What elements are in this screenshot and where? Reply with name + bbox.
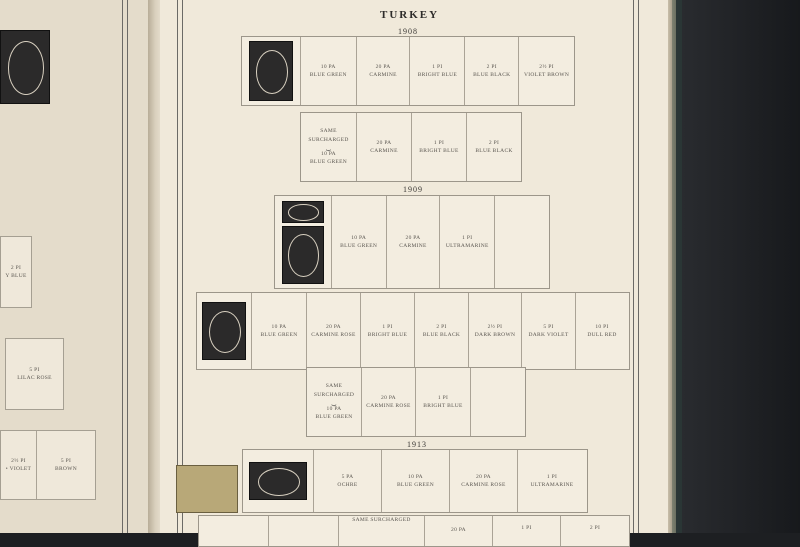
cell — [357, 113, 412, 181]
year-1913: 1913 — [407, 440, 427, 449]
left-box-1-color: Y BLUE — [5, 273, 27, 279]
cell — [357, 37, 411, 105]
cell-text: BRIGHT BLUE — [419, 148, 459, 154]
cell-text: 1 PI — [462, 234, 473, 241]
cell — [576, 293, 628, 369]
row-1913-partial — [198, 515, 630, 547]
left-box-2-color: LILAC ROSE — [17, 375, 52, 381]
stamp-cell — [275, 196, 332, 288]
cell — [469, 293, 522, 369]
cell-text: 2 PI — [589, 525, 601, 531]
cell-text: 5 PI — [543, 323, 554, 330]
cell-text: CARMINE ROSE — [366, 403, 411, 409]
cell — [199, 516, 269, 546]
cell — [425, 516, 493, 546]
cell-text: DARK BROWN — [474, 332, 516, 338]
cell-text: 20 PA — [381, 394, 396, 401]
cell-text: 20 PA — [476, 473, 491, 480]
cell-text: 10 PA — [321, 151, 336, 158]
cell — [440, 196, 495, 288]
cell-text: 10 PA — [271, 323, 287, 330]
cell — [561, 516, 629, 546]
cell-text: 10 PA — [351, 234, 367, 241]
cell-text: BLUE BLACK — [473, 72, 511, 78]
cell-text: BLUE GREEN — [396, 482, 435, 488]
cell-text: OCHRE — [337, 482, 358, 488]
cell — [382, 450, 450, 512]
left-border-line — [122, 0, 123, 533]
cell-text: 10 PA — [326, 406, 342, 413]
left-box-2-value: 5 PI — [29, 366, 40, 373]
stamp-cell — [197, 293, 252, 369]
stamp-1909b-image — [202, 302, 246, 360]
cell — [269, 516, 339, 546]
cell — [465, 37, 519, 105]
cell-text: VIOLET BROWN — [523, 72, 570, 78]
cell — [519, 37, 574, 105]
cell — [495, 196, 549, 288]
cell-text: CARMINE ROSE — [461, 482, 506, 488]
cell-text: 1 PI — [432, 63, 443, 70]
cell-text: DARK VIOLET — [528, 332, 569, 338]
cell-text: 2½ PI — [539, 63, 554, 70]
cell — [450, 450, 518, 512]
row-1909-second — [196, 292, 630, 370]
stamp-1908-image — [249, 41, 293, 101]
cell-text: BLUE GREEN — [260, 332, 298, 338]
cell — [339, 516, 425, 546]
cell-text: 10 PA — [408, 473, 423, 480]
cell-text: 20 PA — [405, 234, 421, 241]
cell-text: BLUE BLACK — [475, 148, 513, 154]
left-box-4-value: 5 PI — [60, 457, 72, 464]
left-box-1 — [0, 236, 32, 308]
cell — [416, 368, 471, 436]
cell — [361, 293, 415, 369]
row-1909-surcharged — [306, 367, 526, 437]
cell-text: 2½ PI — [487, 323, 503, 330]
left-box-2 — [5, 338, 64, 410]
cell-text: 10 PA — [320, 63, 336, 70]
cell-text: 1 PI — [546, 473, 558, 480]
cell — [362, 368, 416, 436]
cell-text: 20 PA — [451, 527, 466, 533]
year-1909: 1909 — [403, 185, 423, 194]
cell-text: BLUE GREEN — [309, 159, 348, 166]
cell — [387, 196, 441, 288]
left-box-1-value: 2 PI — [10, 264, 22, 271]
right-margin-line-inner — [638, 0, 639, 533]
cell — [412, 113, 467, 181]
cell-text: BRIGHT BLUE — [423, 403, 463, 409]
cell-text: 2 PI — [486, 63, 497, 70]
row-1913-main — [242, 449, 588, 513]
cell-text: BLUE BLACK — [422, 332, 461, 338]
left-box-4-color: BROWN — [55, 466, 77, 472]
year-1908: 1908 — [398, 27, 418, 36]
row-1908-main — [241, 36, 575, 106]
cell-text: 20 PA — [326, 323, 341, 330]
cell — [467, 113, 521, 181]
cell — [252, 293, 307, 369]
cell-text: 1 PI — [437, 394, 449, 401]
cell — [307, 293, 361, 369]
cell-text: SAME SURCHARGED — [313, 383, 355, 398]
row-1908-surcharged — [300, 112, 522, 182]
cell — [518, 450, 586, 512]
cell — [471, 368, 525, 436]
cell-text: CARMINE ROSE — [311, 332, 356, 338]
cell-text: 1 PI — [382, 323, 393, 330]
cell-text: ULTRAMARINE — [445, 243, 489, 249]
left-stamp-image — [0, 30, 50, 104]
row-1909-main — [274, 195, 550, 289]
cell-text: 5 PA — [341, 473, 354, 480]
left-box-3 — [0, 430, 96, 500]
cell-text: 2 PI — [436, 323, 447, 330]
stamp-1909-small-image — [282, 201, 324, 223]
cell-text: 10 PI — [595, 323, 609, 330]
book-cover-edge — [672, 0, 682, 533]
cell-text: 1 PI — [521, 525, 532, 531]
cell-text: DULL RED — [587, 332, 617, 338]
stamp-1909-image — [282, 226, 324, 284]
cell-text: CARMINE — [399, 243, 427, 249]
cell-text: BRIGHT BLUE — [367, 332, 408, 338]
cell — [301, 37, 357, 105]
right-border-line-inner — [182, 0, 183, 533]
cell: SAME SURCHARGED ⏟ 10 PA BLUE GREEN — [301, 113, 357, 181]
cell-text: CARMINE — [370, 148, 398, 154]
cell — [332, 196, 387, 288]
cell-text: CARMINE — [369, 72, 397, 78]
cell-text: SAME SURCHARGED — [352, 517, 411, 523]
cell-text: BLUE GREEN — [315, 414, 353, 421]
cell-text: ULTRAMARINE — [530, 482, 574, 488]
cell-text: 20 PA — [376, 139, 392, 146]
dark-background — [676, 0, 800, 533]
left-border-line-inner — [127, 0, 128, 533]
cell — [410, 37, 465, 105]
stamp-cell — [243, 450, 314, 512]
cell-text: 1 PI — [433, 139, 445, 146]
left-box-3-color: • VIOLET — [5, 466, 32, 472]
cell: SAME SURCHARGED ⏟ 10 PA BLUE GREEN — [307, 368, 362, 436]
cell-text: SAME SURCHARGED — [308, 128, 349, 143]
stamp-cell — [242, 37, 301, 105]
cell-text: BLUE GREEN — [309, 72, 347, 78]
cell-text: BLUE GREEN — [340, 243, 378, 249]
cell — [314, 450, 382, 512]
cell — [415, 293, 469, 369]
right-margin-line — [633, 0, 634, 533]
mounted-stamp-photo — [176, 465, 238, 513]
cell — [522, 293, 576, 369]
left-box-3-value: 2½ PI — [11, 457, 26, 464]
cell-text: 20 PA — [375, 63, 391, 70]
page-title: TURKEY — [380, 9, 440, 21]
cell-text: 2 PI — [488, 139, 500, 146]
cell — [493, 516, 561, 546]
stamp-1913-image — [249, 462, 307, 500]
right-border-line — [177, 0, 178, 533]
cell-text: BRIGHT BLUE — [417, 72, 458, 78]
